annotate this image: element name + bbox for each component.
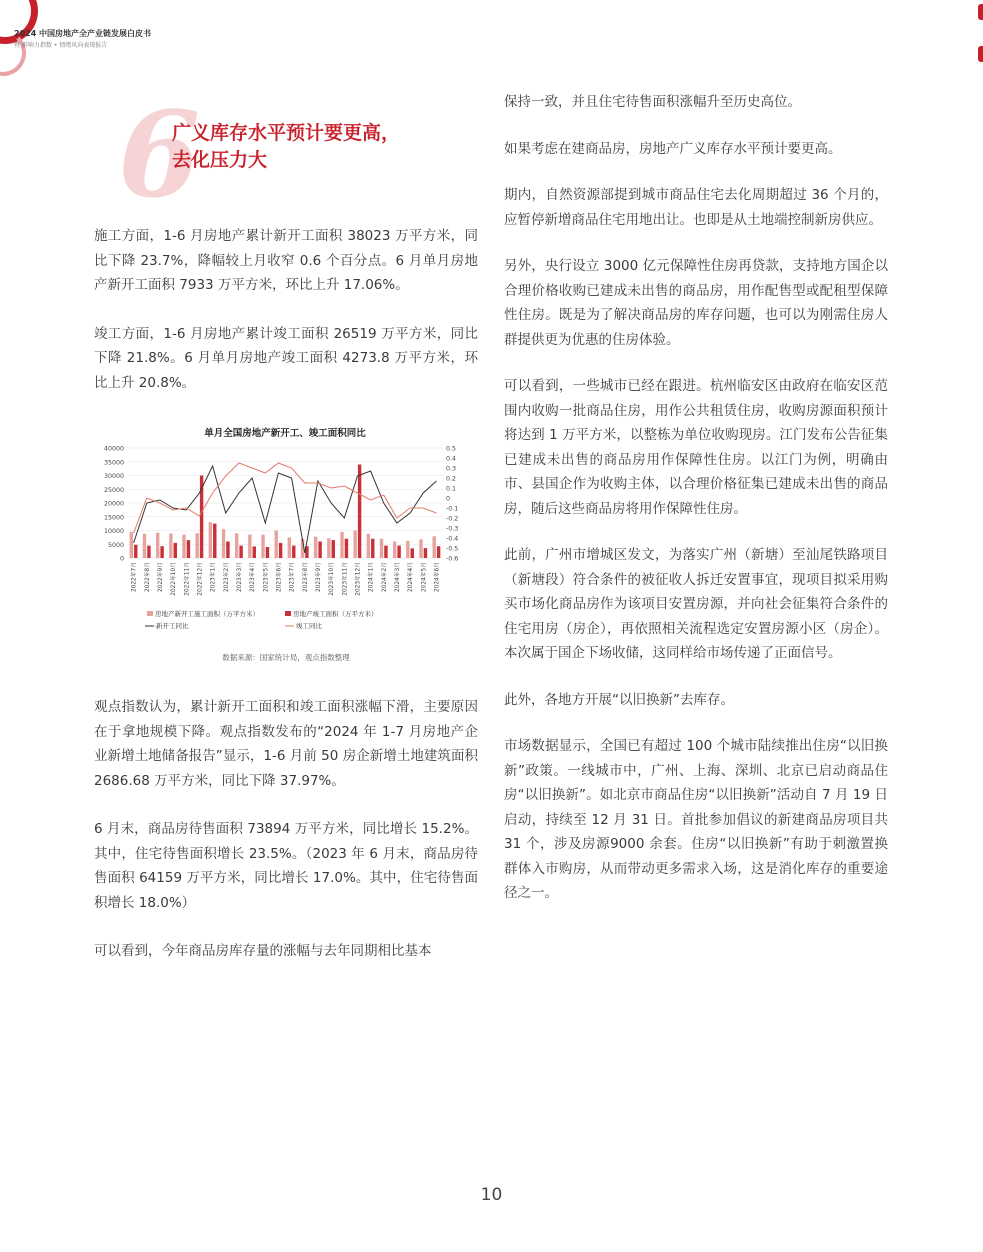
y-right-tick-label: -0.6 bbox=[446, 555, 459, 563]
paragraph: 竣工方面，1-6 月房地产累计竣工面积 26519 万平方米，同比下降 21.8%。6 月单月房地产竣工面积 4273.8 万平方米，环比上升 20.8%。 bbox=[94, 325, 478, 391]
x-tick-label: 2024年1月 bbox=[368, 562, 375, 593]
paragraph: 如果考虑在建商品房，房地产广义库存水平预计要更高。 bbox=[504, 140, 842, 157]
bar-new-start bbox=[367, 534, 370, 558]
bar-completion bbox=[266, 547, 269, 558]
paragraph: 施工方面，1-6 月房地产累计新开工面积 38023 万平方米，同比下降 23.7%，降幅较上月收窄 0.6 个百分点。6 月单月房地产新开工面积 7933 万平方米，环比上升 17.06%。 bbox=[94, 228, 478, 293]
bar-new-start bbox=[340, 532, 343, 558]
bar-new-start bbox=[209, 522, 212, 558]
y-left-tick-label: 30000 bbox=[103, 473, 124, 480]
bar-completion bbox=[411, 548, 414, 558]
paragraph: 此外，各地方开展“以旧换新”去库存。 bbox=[504, 691, 734, 708]
x-tick-label: 2022年10月 bbox=[171, 562, 178, 596]
bar-new-start bbox=[288, 537, 291, 558]
legend-label-completion-yoy: 竣工同比 bbox=[296, 622, 322, 630]
paragraph: 此前，广州市增城区发文，为落实广州（新塘）至汕尾铁路项目（新塘段）符合条件的被征收人拆迁安置事宜，现项目拟采用购买市场化商品房作为该项目安置房源，并向社会征集符合条件的住宅用房（房企），再依照相关流程选定安置房源小区（房企）。本次属于国企下场收储，这同样给市场传递了正面信号。 bbox=[504, 547, 888, 661]
bar-new-start bbox=[248, 535, 251, 558]
left-column-bottom bbox=[94, 695, 478, 964]
bar-completion bbox=[397, 546, 400, 558]
bar-new-start bbox=[261, 535, 264, 558]
paragraph: 期内，自然资源部提到城市商品住宅去化周期超过 36 个月的，应暂停新增商品住宅用地出让。也即是从土地端控制新房供应。 bbox=[504, 187, 888, 228]
x-tick-label: 2022年8月 bbox=[144, 562, 151, 593]
section-number: 6 bbox=[118, 85, 201, 224]
y-right-tick-label: -0.4 bbox=[446, 535, 459, 543]
bar-completion bbox=[424, 548, 427, 558]
x-tick-label: 2024年5月 bbox=[421, 562, 428, 593]
legend-swatch-completion bbox=[285, 611, 291, 616]
bar-new-start bbox=[419, 539, 422, 558]
section-title bbox=[172, 120, 400, 174]
line-completion-yoy bbox=[134, 463, 437, 533]
paragraph: 可以看到，今年商品房库存量的涨幅与去年同期相比基本 bbox=[94, 943, 432, 959]
x-tick-label: 2022年9月 bbox=[157, 562, 164, 593]
bar-new-start bbox=[182, 535, 185, 558]
bar-new-start bbox=[432, 536, 435, 558]
chart-svg bbox=[103, 422, 475, 672]
legend-swatch-new-start bbox=[147, 611, 153, 616]
x-tick-label: 2023年11月 bbox=[342, 562, 349, 596]
bar-completion bbox=[437, 546, 440, 558]
bar-new-start bbox=[314, 537, 317, 558]
y-right-tick-label: 0.5 bbox=[446, 445, 457, 453]
chart-figure bbox=[103, 422, 475, 672]
bar-new-start bbox=[195, 533, 198, 558]
bar-completion bbox=[239, 546, 242, 558]
paragraph: 观点指数认为，累计新开工面积和竣工面积涨幅下滑，主要原因在于拿地规模下降。观点指数发布的“2024 年 1-7 月房地产企业新增土地储备报告”显示，1-6 月前 50 房企新增土地建筑面积 2686.68 万平方米，同比下降 37.97%。 bbox=[94, 699, 478, 789]
y-left-tick-label: 25000 bbox=[103, 486, 124, 494]
bar-new-start bbox=[353, 531, 356, 559]
corner-decoration-icon bbox=[971, 0, 983, 70]
bar-completion bbox=[332, 540, 335, 558]
legend-label-new-start: 房地产新开工施工面积（万平方米） bbox=[155, 610, 259, 618]
bar-new-start bbox=[406, 541, 409, 558]
x-tick-label: 2022年11月 bbox=[184, 562, 191, 596]
y-left-tick-label: 20000 bbox=[103, 500, 124, 508]
legend-label-new-start-yoy: 新开工同比 bbox=[156, 622, 189, 630]
bar-completion bbox=[279, 543, 282, 558]
paragraph: 保持一致，并且住宅待售面积涨幅升至历史高位。 bbox=[504, 94, 801, 110]
x-tick-label: 2023年2月 bbox=[223, 562, 230, 593]
x-tick-label: 2024年4月 bbox=[408, 562, 415, 593]
bar-completion bbox=[384, 546, 387, 558]
paragraph: 另外，央行设立 3000 亿元保障性住房再贷款，支持地方国企以合理价格收购已建成未出售的商品房，用作配售型或配租型保障性住房。既是为了解决商品房的库存问题，也可以为刚需住房人群提供更为优惠的住房体验。 bbox=[504, 258, 888, 348]
x-tick-label: 2023年5月 bbox=[263, 562, 270, 593]
x-tick-label: 2023年8月 bbox=[302, 562, 309, 593]
y-left-tick-label: 5000 bbox=[107, 541, 124, 549]
chart-source: 数据来源：国家统计局，观点指数整理 bbox=[222, 653, 350, 662]
y-left-tick-label: 35000 bbox=[103, 459, 124, 467]
x-tick-label: 2022年7月 bbox=[131, 562, 138, 593]
legend-label-completion: 房地产竣工面积（万平方米） bbox=[293, 610, 378, 618]
report-subtitle: 暨 影响力指数 • 情绪风向表现报告 bbox=[14, 42, 108, 49]
bar-completion bbox=[147, 546, 150, 558]
section-title-line1: 广义库存水平预计要更高， bbox=[172, 122, 401, 144]
x-tick-label: 2023年9月 bbox=[315, 562, 322, 593]
page-number: 10 bbox=[480, 1185, 503, 1205]
x-tick-label: 2023年4月 bbox=[250, 562, 257, 593]
paragraph: 6 月末，商品房待售面积 73894 万平方米，同比增长 15.2%。其中，住宅待售面积增长 23.5%。（2023 年 6 月末，商品房待售面积 64159 万平方米，同比增长 17.0%。其中，住宅待售面积增长 18.0%） bbox=[94, 821, 478, 911]
y-right-tick-label: 0.1 bbox=[446, 485, 457, 493]
y-right-tick-label: -0.1 bbox=[446, 505, 459, 513]
y-left-tick-label: 15000 bbox=[103, 514, 124, 522]
bar-completion bbox=[160, 546, 163, 558]
x-tick-label: 2023年10月 bbox=[329, 562, 336, 596]
paragraph: 市场数据显示，全国已有超过 100 个城市陆续推出住房“以旧换新”政策。一线城市中，广州、上海、深圳、北京已启动商品住房“以旧换新”。如北京市商品住房“以旧换新”活动自 7 月 19 日启动，持续至 12 月 31 日。首批参加倡议的新建商品房项目共 31 个，涉及房源9000 余套。住房“以旧换新”有助于刺激置换群体入市购房，从而带动更多需求入场，这是消化库存的重要途径之一。 bbox=[504, 738, 888, 901]
y-right-tick-label: 0.4 bbox=[446, 455, 457, 463]
bar-new-start bbox=[274, 531, 277, 559]
paragraph: 可以看到，一些城市已经在跟进。杭州临安区由政府在临安区范围内收购一批商品住房，用作公共租赁住房，收购房源面积预计将达到 1 万平方米，以整栋为单位收购现房。江门发布公告征集已建成未出售的商品房用作保障性住房。以江门为例，明确由市、县国企作为收购主体，以合理价格征集已建成未出售的商品房，随后这些商品房将用作保障性住房。 bbox=[504, 378, 888, 517]
bar-completion bbox=[213, 524, 216, 558]
chart-title: 单月全国房地产新开工、竣工面积同比 bbox=[204, 428, 366, 439]
bar-new-start bbox=[327, 538, 330, 558]
y-right-tick-label: 0 bbox=[446, 495, 451, 503]
x-tick-label: 2023年3月 bbox=[236, 562, 243, 593]
section-title-line2: 去化压力大 bbox=[172, 149, 268, 171]
bar-new-start bbox=[143, 534, 146, 558]
report-title: 2024 中国房地产全产业链发展白皮书 bbox=[14, 29, 152, 38]
bar-completion bbox=[134, 545, 137, 558]
bar-new-start bbox=[393, 542, 396, 559]
bar-completion bbox=[318, 542, 321, 559]
x-tick-label: 2023年1月 bbox=[210, 562, 217, 593]
bar-completion bbox=[226, 542, 229, 559]
y-right-tick-label: -0.2 bbox=[446, 515, 459, 523]
bar-new-start bbox=[235, 533, 238, 558]
bar-new-start bbox=[222, 529, 225, 558]
x-tick-label: 2023年6月 bbox=[276, 562, 283, 593]
bar-completion bbox=[253, 546, 256, 558]
bar-completion bbox=[292, 546, 295, 558]
y-left-tick-label: 0 bbox=[119, 555, 124, 563]
right-column bbox=[504, 90, 888, 906]
x-tick-label: 2023年12月 bbox=[355, 562, 362, 596]
y-right-tick-label: 0.2 bbox=[446, 475, 457, 483]
left-column-top bbox=[94, 224, 478, 395]
bar-completion bbox=[187, 540, 190, 558]
bar-completion bbox=[358, 465, 361, 559]
bar-completion bbox=[345, 539, 348, 558]
bar-new-start bbox=[156, 533, 159, 558]
y-right-tick-label: -0.3 bbox=[446, 525, 459, 533]
x-tick-label: 2024年3月 bbox=[394, 562, 401, 593]
bar-new-start bbox=[169, 534, 172, 558]
x-tick-label: 2023年7月 bbox=[289, 562, 296, 593]
x-tick-label: 2024年6月 bbox=[434, 562, 441, 593]
y-right-tick-label: 0.3 bbox=[446, 465, 457, 473]
bar-new-start bbox=[380, 539, 383, 558]
bar-new-start bbox=[130, 532, 133, 558]
x-tick-label: 2024年2月 bbox=[381, 562, 388, 593]
y-left-tick-label: 40000 bbox=[103, 445, 124, 453]
x-tick-label: 2022年12月 bbox=[197, 562, 204, 596]
y-left-tick-label: 10000 bbox=[103, 528, 124, 535]
bar-completion bbox=[371, 539, 374, 558]
bar-completion bbox=[174, 543, 177, 558]
y-right-tick-label: -0.5 bbox=[446, 545, 459, 553]
